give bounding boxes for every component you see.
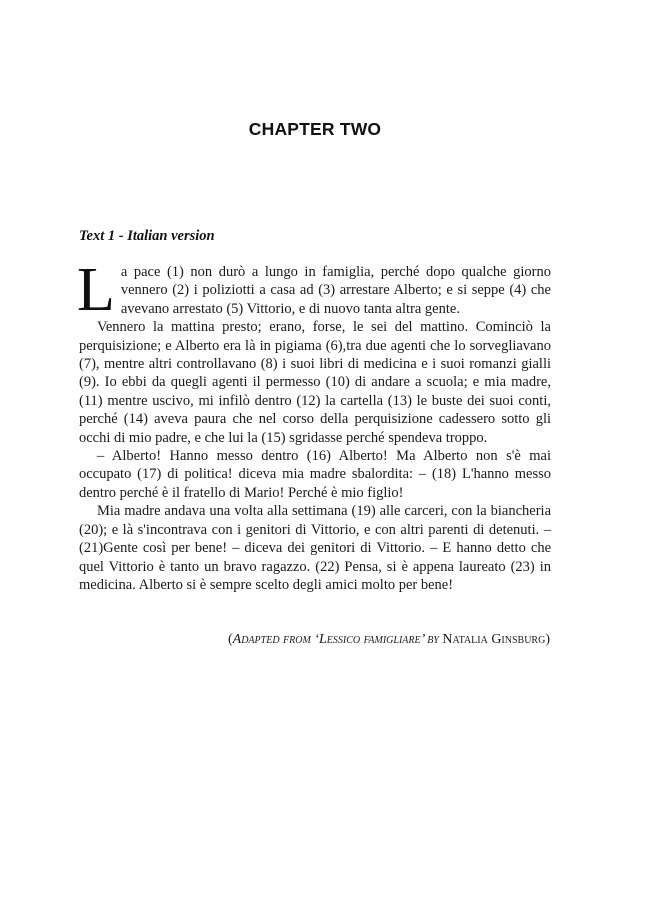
paragraph-4: Mia madre andava una volta alla settimana (19) alle carceri, con la biancheria (20); e là s'incontrava con i genitori di Vittorio, e con altri parenti di detenuti. – (21)Gente così per bene! – diceva dei genitori di Vittorio. – E hanno detto che quel Vittorio è tanto un bravo ragazzo. (22) Pensa, si è appena laureato (23) in medicina. Alberto si è sempre scelto degli amici molto per bene! bbox=[79, 503, 551, 593]
attribution-prefix: Adapted from bbox=[232, 632, 315, 647]
paragraph-1-text: a pace (1) non durò a lungo in famiglia, perché dopo qualche giorno vennero (2) i poliziotti a casa ad (3) arrestare Alberto; e si seppe (4) che avevano arrestato (5) Vittorio, e di nuovo tanta altra gente. bbox=[120, 264, 551, 317]
attribution bbox=[228, 632, 550, 648]
attribution-by: by bbox=[423, 632, 443, 647]
paragraph-3: – Alberto! Hanno messo dentro (16) Alberto! Ma Alberto non s'è mai occupato (17) di politica! diceva mia madre sbalordita: – (18) L'hanno messo dentro perché è il fratello di Mario! Perché è mio figlio! bbox=[79, 448, 551, 501]
paragraph-2: Vennero la mattina presto; erano, forse, le sei del mattino. Cominciò la perquisizione; e Alberto era là in pigiama (6),tra due agenti che lo sorvegliavano (7), mentre altri controllavano (8) i suoi libri di medicina e i suoi romanzi gialli (9). Io ebbi da quegli agenti il permesso (10) di andare a scuola; e mia madre, (11) mentre uscivo, mi infilò dentro (12) la cartella (13) le buste dei suoi conti, perché (14) aveva paura che nel corso della perquisizione cadessero sotto gli occhi di mio padre, e che lui la (15) sgridasse perché spendeva troppo. bbox=[79, 319, 551, 446]
paragraph-1 bbox=[77, 256, 551, 324]
section-heading: Text 1 - Italian version bbox=[79, 228, 215, 244]
chapter-title: CHAPTER TWO bbox=[248, 119, 382, 139]
attribution-open: ( bbox=[227, 632, 233, 647]
attribution-work: ‘Lessico famigliare’ bbox=[314, 632, 424, 647]
attribution-close: ) bbox=[545, 632, 550, 647]
drop-cap: L bbox=[77, 256, 115, 324]
body-text bbox=[77, 256, 551, 594]
attribution-author: Natalia Ginsburg bbox=[442, 632, 546, 647]
